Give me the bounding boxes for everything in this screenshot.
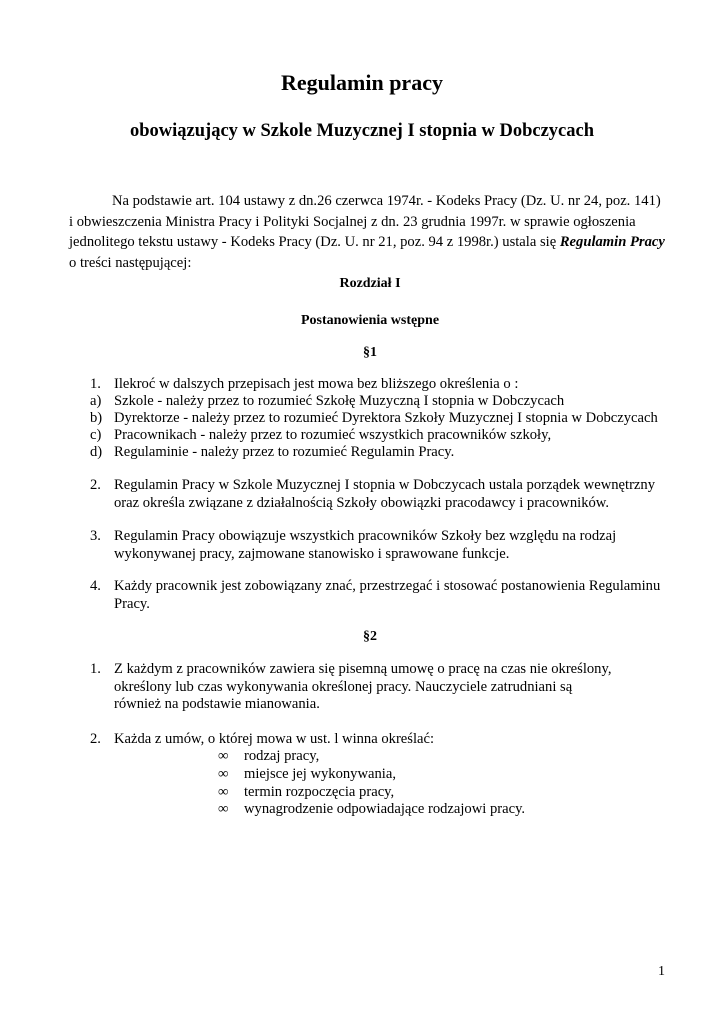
infinity-bullet-icon: ∞ (218, 784, 229, 800)
chapter-title: Postanowienia wstępne (300, 313, 440, 328)
intro-line: o treści następującej: (69, 254, 192, 271)
infinity-bullet-icon: ∞ (218, 748, 229, 764)
document-title: Regulamin pracy (281, 70, 443, 95)
chapter-heading: Rozdział I (339, 276, 401, 291)
page-number: 1 (658, 964, 665, 979)
intro-line: jednolitego tekstu ustawy - Kodeks Pracy (Dz. U. nr 21, poz. 94 z 1998r.) ustala się Regulamin Pracy (69, 234, 665, 250)
document-subtitle: obowiązujący w Szkole Muzycznej I stopnia w Dobczycach (130, 121, 594, 141)
section-1-heading: §1 (363, 345, 377, 360)
infinity-bullet-icon: ∞ (218, 766, 229, 782)
infinity-bullet-icon: ∞ (218, 801, 229, 817)
intro-line: i obwieszczenia Ministra Pracy i Polityki Socjalnej z dn. 23 grudnia 1997r. w sprawie ogłoszenia (69, 213, 636, 230)
document-page: Regulamin pracy obowiązujący w Szkole Muzycznej I stopnia w Dobczycach Na podstawie art. 104 ustawy z dn.26 czerwca 1974r. - Kodeks Pracy (Dz. U. nr 24, poz. 141) i obwieszczenia Ministra Pracy i Polityki Socjalnej z dn. 23 grudnia 1997r. w sprawie ogłoszenia jednolitego tekstu ustawy - Kodeks Pracy (Dz. U. nr 21, poz. 94 z 1998r.) ustala się Regulamin Pracy o treści następującej: Rozdział I Postanowienia wstępne §1 1. Ilekroć w dalszych przepisach jest mowa bez bliższego określenia o : a) Szkole - należy przez to rozumieć Szkołę Muzyczną I stopnia w Dobczycach b) Dyrektorze - należy przez to rozumieć Dyrektora Szkoły Muzycznej I stopnia w Dobczycach c) Pracownikach - należy przez to rozumieć wszystkich pracowników szkoły, d) Regulaminie - należy przez to rozumieć Regulamin Pracy. 2. Regulamin Pracy w Szkole Muzycznej I stopnia w Dobczycach ustala porządek wewnętrzny oraz określa związane z działalnością Szkoły obowiązki pracodawcy i pracowników. 3. Regulamin Pracy obowiązuje wszystkich pracowników Szkoły bez względu na rodzaj wykonywanej pracy, zajmowane stanowisko i sprawowane funkcje. 4. Każdy pracownik jest zobowiązany znać, przestrzegać i stosować postanowienia Regulaminu Pracy. §2 1. Z każdym z pracowników zawiera się pisemną umowę o pracę na czas nie określony, określony lub czas wykonywania określonej pracy. Nauczyciele zatrudniani są również na podstawie mianowania. 2. Każda z umów, o której mowa w ust. l winna określać: ∞ rodzaj pracy, ∞ miejsce jej wykonywania, ∞ termin rozpoczęcia pracy, ∞ wynagrodzenie odpowiadające rodzajowi pracy. 1 (0, 0, 724, 1024)
section-2-heading: §2 (363, 629, 377, 644)
intro-line: Na podstawie art. 104 ustawy z dn.26 czerwca 1974r. - Kodeks Pracy (Dz. U. nr 24, poz. 141) (112, 193, 661, 209)
intro-paragraph (69, 191, 679, 273)
regulamin-emphasis: Regulamin Pracy (559, 234, 665, 250)
